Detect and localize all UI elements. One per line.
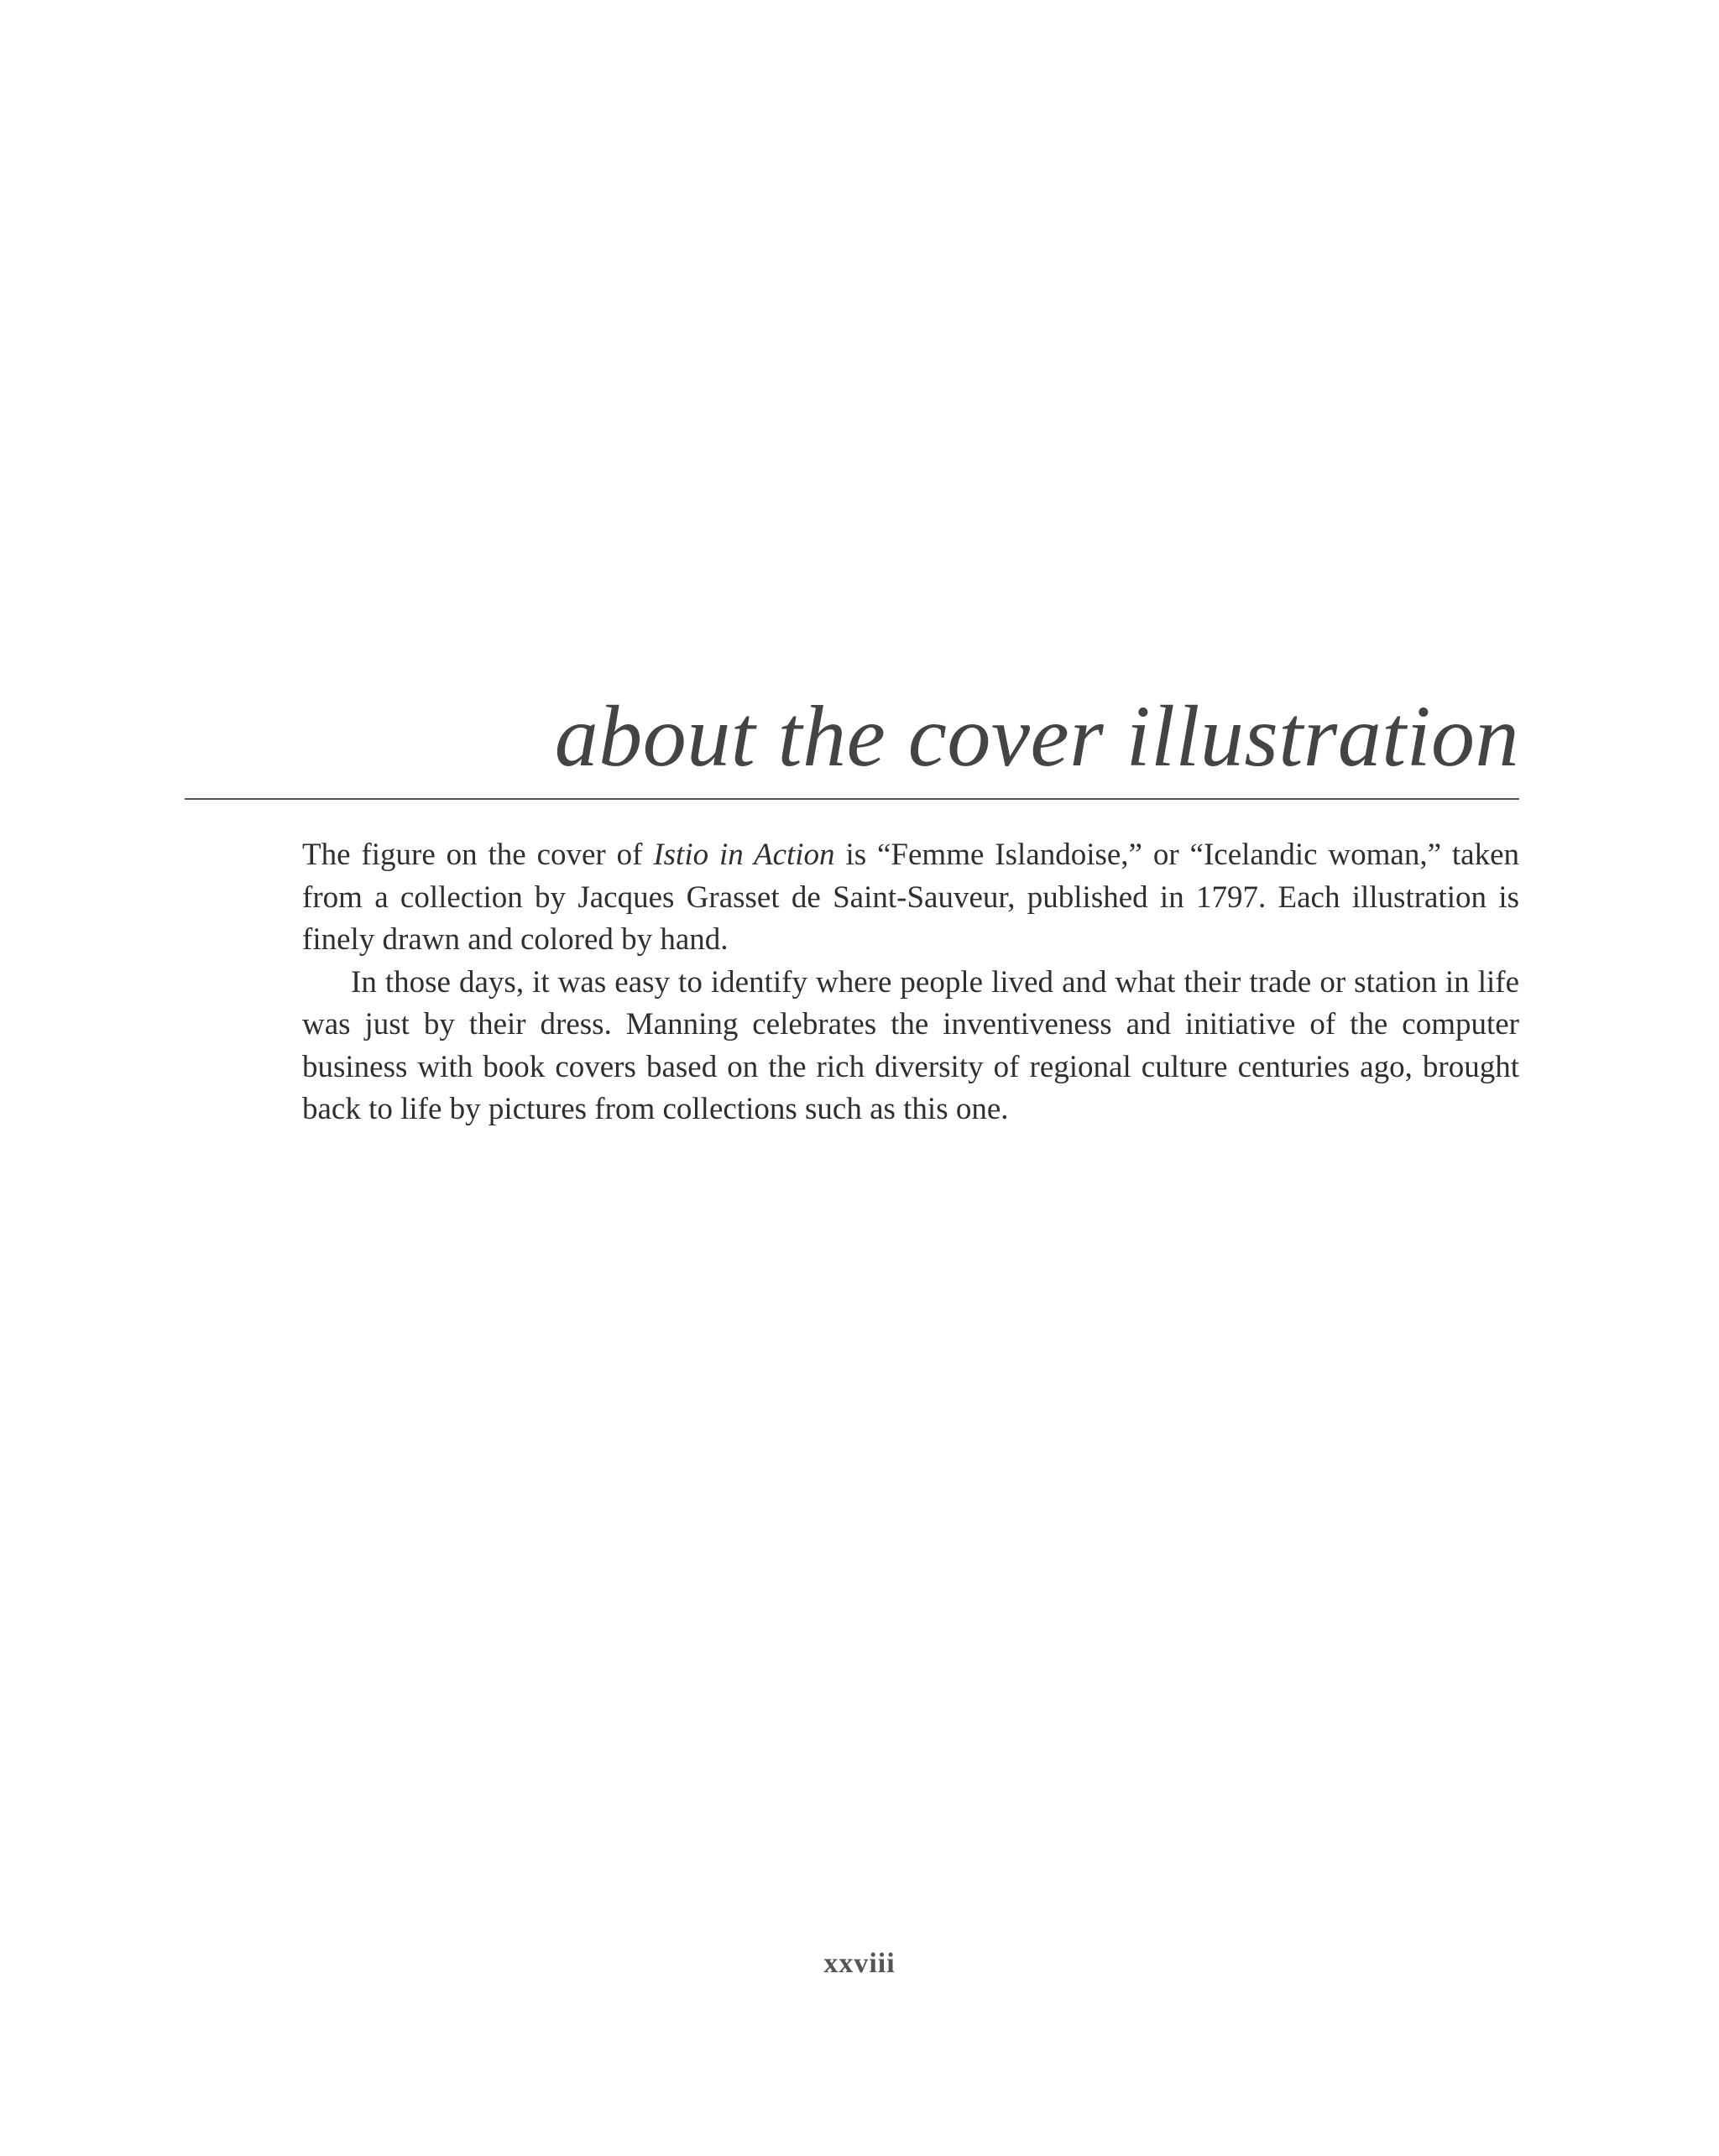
book-title: Istio in Action	[653, 838, 835, 872]
paragraph-1-rest: is “Femme Islandoise,” or “Icelandic woman,” taken from a collection by Jacques Grasset de Saint-Sauveur, published in 1797. Each illustration is finely drawn and colored by hand.	[302, 838, 1520, 957]
title-rule	[185, 798, 1519, 800]
chapter-title: about the cover illustration	[554, 688, 1519, 785]
paragraph-1-intro: The figure on the cover of	[302, 838, 654, 872]
paragraph-1	[302, 834, 1519, 962]
page-number: xxviii	[823, 1948, 896, 1979]
paragraph-2: In those days, it was easy to identify where people lived and what their trade or station in life was just by their dress. Manning celebrates the inventiveness and initiative of the computer business with book covers based on the rich diversity of regional culture centuries ago, brought back to life by pictures from collections such as this one.	[302, 964, 1519, 1126]
body-text	[302, 834, 1519, 1131]
